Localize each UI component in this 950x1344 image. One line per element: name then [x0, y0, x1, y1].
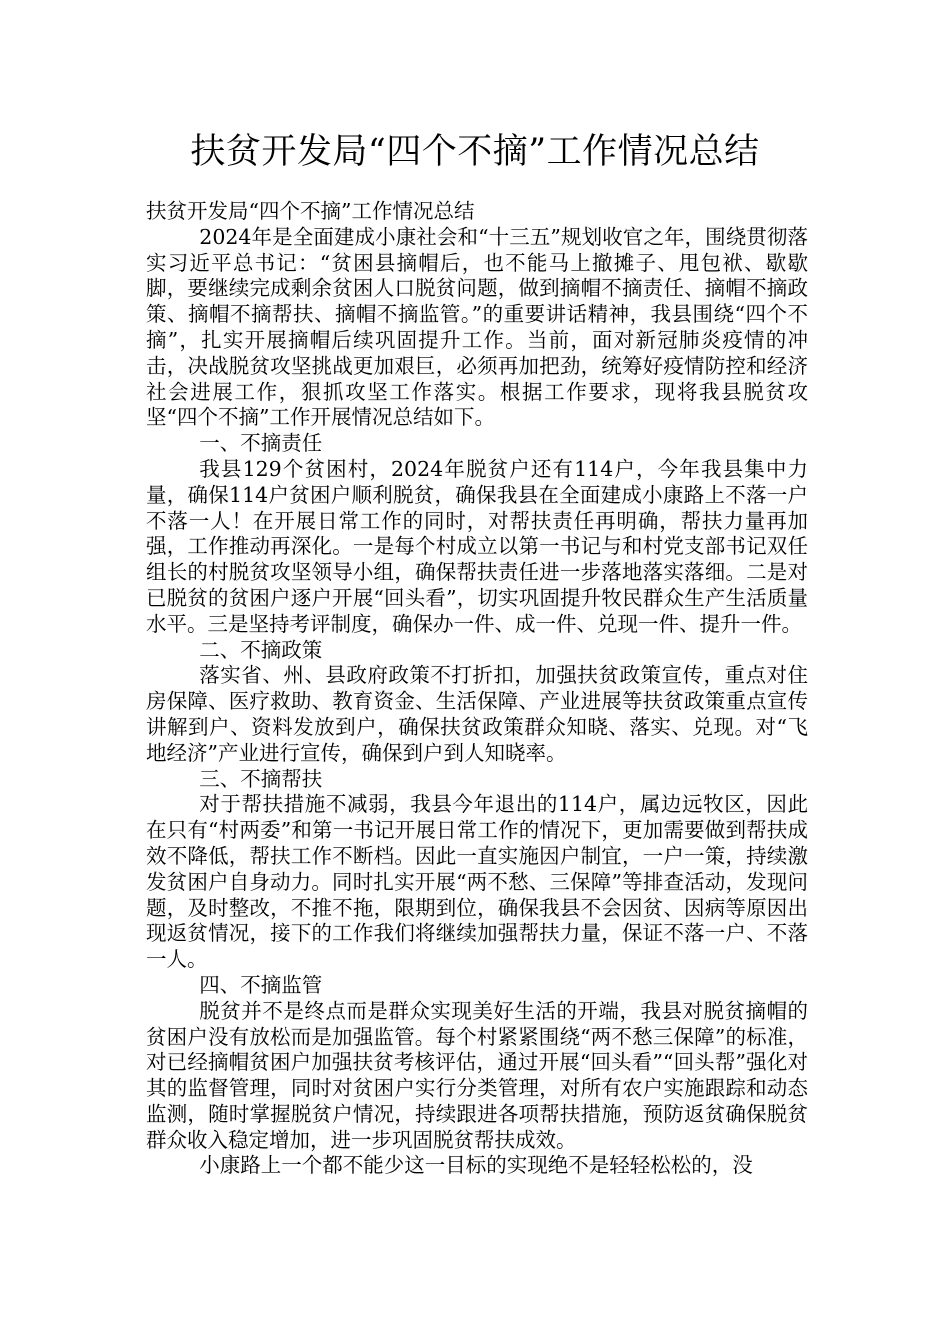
section-heading-assistance: 三、不摘帮扶 — [199, 766, 323, 791]
section-heading-responsibility: 一、不摘责任 — [199, 431, 323, 456]
section-heading-policy: 二、不摘政策 — [199, 637, 323, 662]
paragraph-intro: 2024年是全面建成小康社会和“十三五”规划收官之年，围绕贯彻落实习近平总书记：“贫困县摘帽后，也不能马上撤摊子、甩包袱、歇歇脚，要继续完成剩余贫困人口脱贫问题，做到摘帽不摘责任、摘帽不摘政策、摘帽不摘帮扶、摘帽不摘监管。”的重要讲话精神，我县围绕“四个不摘”，扎实开展摘帽后续巩固提升工作。当前，面对新冠肺炎疫情的冲击，决战脱贫攻坚挑战更加艰巨，必须再加把劲，统筹好疫情防控和经济社会进展工作，狠抓攻坚工作落实。根据工作要求，现将我县脱贫攻坚“四个不摘”工作开展情况总结如下。 — [146, 224, 808, 430]
paragraph-closing: 小康路上一个都不能少这一目标的实现绝不是轻轻松松的，没 — [199, 1153, 753, 1178]
paragraph-supervision: 脱贫并不是终点而是群众实现美好生活的开端，我县对脱贫摘帽的贫困户没有放松而是加强监管。每个村紧紧围绕“两不愁三保障”的标准，对已经摘帽贫困户加强扶贫考核评估，通过开展“回头看”“回头帮”强化对其的监督管理，同时对贫困户实行分类管理，对所有农户实施跟踪和动态监测，随时掌握脱贫户情况，持续跟进各项帮扶措施，预防返贫确保脱贫群众收入稳定增加，进一步巩固脱贫帮扶成效。 — [146, 998, 808, 1152]
paragraph-responsibility: 我县129个贫困村，2024年脱贫户还有114户，今年我县集中力量，确保114户贫困户顺利脱贫，确保我县在全面建成小康路上不落一户不落一人！在开展日常工作的同时，对帮扶责任再明确，帮扶力量再加强，工作推动再深化。一是每个村成立以第一书记与和村党支部书记双任组长的村脱贫攻坚领导小组，确保帮扶责任进一步落地落实落细。二是对已脱贫的贫困户逐户开展“回头看”，切实巩固提升牧民群众生产生活质量水平。三是坚持考评制度，确保办一件、成一件、兑现一件、提升一件。 — [146, 456, 808, 636]
document-title: 扶贫开发局“四个不摘”工作情况总结 — [190, 132, 760, 172]
document-body — [146, 199, 808, 1179]
paragraph-policy: 落实省、州、县政府政策不打折扣，加强扶贫政策宣传，重点对住房保障、医疗救助、教育资金、生活保障、产业进展等扶贫政策重点宣传讲解到户、资料发放到户，确保扶贫政策群众知晓、落实、兑现。对“飞地经济”产业进行宣传，确保到户到人知晓率。 — [146, 663, 808, 765]
section-heading-supervision: 四、不摘监管 — [199, 972, 323, 997]
paragraph-assistance: 对于帮扶措施不减弱，我县今年退出的114户，属边远牧区，因此在只有“村两委”和第一书记开展日常工作的情况下，更加需要做到帮扶成效不降低，帮扶工作不断档。因此一直实施因户制宜，一户一策，持续激发贫困户自身动力。同时扎实开展“两不愁、三保障”等排查活动，发现问题，及时整改，不推不拖，限期到位，确保我县不会因贫、因病等原因出现返贫情况，接下的工作我们将继续加强帮扶力量，保证不落一户、不落一人。 — [146, 792, 808, 972]
document-subtitle: 扶贫开发局“四个不摘”工作情况总结 — [146, 199, 475, 223]
